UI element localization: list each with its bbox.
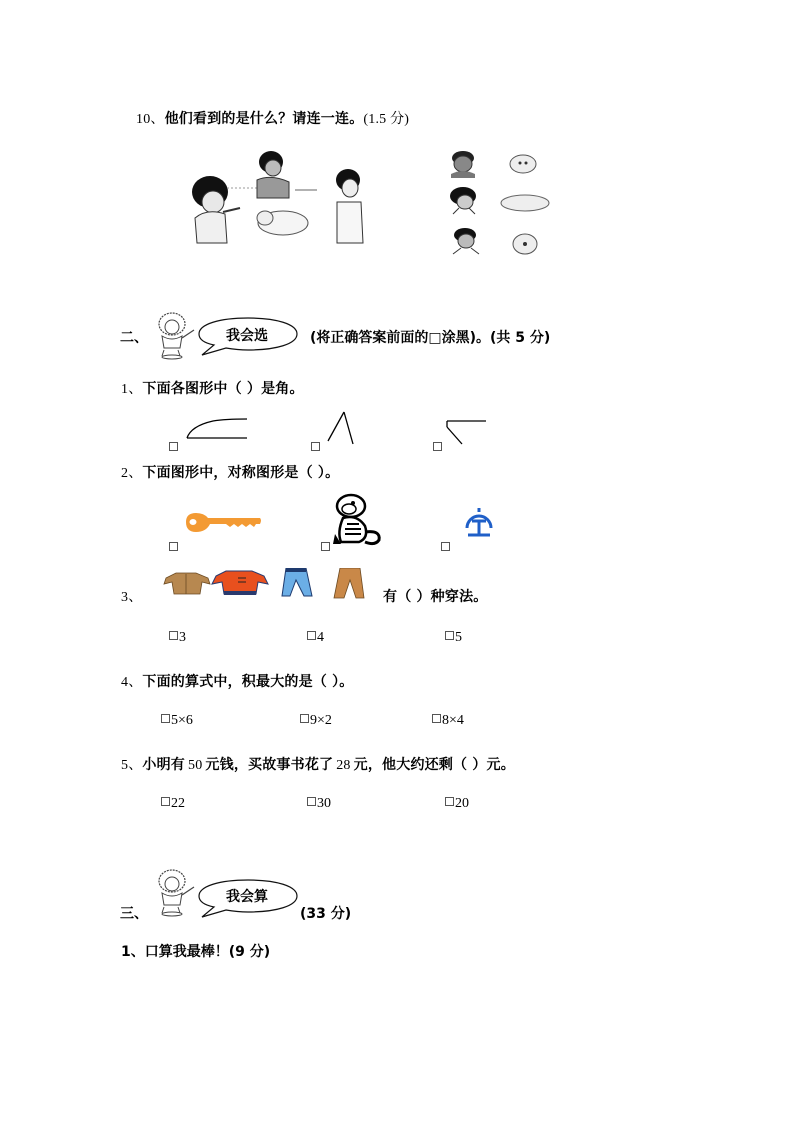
open-angle-lines-icon — [325, 410, 361, 446]
option-label: 3 — [179, 630, 186, 645]
s2-q2-number: 2、 — [121, 466, 143, 481]
checkbox[interactable] — [307, 631, 316, 640]
girl-figure-icon — [192, 176, 240, 243]
s2-q2-option-a-checkbox[interactable] — [169, 537, 179, 556]
q10-matching-grid — [445, 148, 555, 258]
speech-bubble-calculate — [196, 877, 300, 919]
s2-q3-number — [121, 586, 142, 606]
s2-q1-number: 1、 — [121, 382, 143, 397]
option-label: 5×6 — [171, 713, 193, 728]
s2-q1-option-b-checkbox[interactable] — [311, 437, 321, 456]
s2-q3-option-b[interactable] — [307, 630, 324, 646]
option-label: 8×4 — [442, 713, 464, 728]
checkbox[interactable] — [300, 714, 309, 723]
s2-q3-option-c[interactable] — [445, 630, 462, 646]
s2-q4-option-a[interactable] — [161, 713, 193, 729]
s2-q4-text: 下面的算式中，积最大的是（ ）。 — [142, 674, 354, 690]
s2-q2-option-c-checkbox[interactable] — [441, 537, 451, 556]
speech-bubble-choose — [196, 315, 300, 357]
s2-q5-title — [121, 754, 515, 774]
guinea-pig-side-icon — [501, 195, 549, 211]
section3-score: (33 分) — [300, 906, 352, 922]
q5-text-part: 小明有 — [142, 757, 186, 773]
angle-with-line-icon — [444, 417, 489, 447]
s2-q5-option-c[interactable] — [445, 796, 469, 812]
section2-number: 二、 — [120, 330, 148, 346]
s2-q4-number: 4、 — [121, 675, 143, 690]
bubble-label-calculate: 我会算 — [226, 889, 268, 905]
s2-q3-option-a[interactable] — [169, 630, 186, 646]
guinea-pig-icon — [257, 211, 308, 235]
s2-q1-title — [121, 378, 304, 398]
checkbox[interactable] — [307, 797, 316, 806]
monkey-icon — [329, 492, 385, 548]
option-label: 5 — [455, 630, 462, 645]
option-label: 22 — [171, 796, 185, 811]
s2-q3-text: 有（ ）种穿法。 — [383, 589, 488, 605]
option-label: 9×2 — [310, 713, 332, 728]
brown-jacket-icon — [164, 573, 210, 594]
s3-q1-text: 口算我最棒！(9 分) — [144, 944, 271, 960]
checkbox[interactable] — [161, 714, 170, 723]
symmetric-symbol-icon — [463, 506, 495, 540]
head-view-3-icon — [453, 228, 479, 254]
blue-pants-icon — [282, 568, 312, 596]
section3-number: 三、 — [120, 906, 148, 922]
checkbox[interactable] — [445, 631, 454, 640]
checkbox[interactable] — [161, 797, 170, 806]
s2-q1-text: 下面各图形中（ ）是角。 — [142, 381, 304, 397]
boy-top-figure-icon — [257, 151, 289, 198]
q5-amount-28: 28 — [336, 758, 351, 773]
q10-score: (1.5 分) — [363, 112, 410, 127]
s2-q5-number: 5、 — [121, 758, 143, 773]
s2-q2-title — [121, 462, 339, 482]
q10-scene-illustration — [185, 148, 385, 248]
s2-q4-option-b[interactable] — [300, 713, 332, 729]
checkbox[interactable] — [169, 631, 178, 640]
head-view-1-icon — [451, 151, 475, 178]
option-label: 20 — [455, 796, 469, 811]
s3-q1-number: 1、 — [121, 944, 145, 960]
q5-text-part: 元钱，买故事书花了 — [205, 757, 334, 773]
s2-q1-option-a-checkbox[interactable] — [169, 437, 179, 456]
s2-q5-option-a[interactable] — [161, 796, 185, 812]
s2-q5-option-b[interactable] — [307, 796, 331, 812]
s2-q1-option-c-checkbox[interactable] — [433, 437, 443, 456]
s3-q1-title — [121, 941, 270, 961]
checkbox[interactable] — [445, 797, 454, 806]
clothes-illustration — [162, 568, 374, 600]
s2-q3-number-text: 3、 — [121, 590, 143, 605]
head-view-2-icon — [450, 187, 476, 214]
s2-q4-title — [121, 671, 353, 691]
s2-q4-option-c[interactable] — [432, 713, 464, 729]
boy-right-figure-icon — [336, 169, 363, 243]
q5-text-part: 元，他大约还剩（ ）元。 — [353, 757, 515, 773]
q10-title — [136, 108, 409, 128]
curved-shape-icon — [185, 416, 250, 440]
checkbox[interactable] — [432, 714, 441, 723]
tan-pants-icon — [334, 568, 364, 598]
guinea-pig-back-icon — [513, 234, 537, 254]
s2-q2-text: 下面图形中，对称图形是（ ）。 — [142, 465, 340, 481]
bubble-label-choose: 我会选 — [226, 328, 268, 344]
key-icon — [182, 510, 264, 540]
red-jacket-icon — [212, 571, 268, 595]
option-label: 4 — [317, 630, 324, 645]
option-label: 30 — [317, 796, 331, 811]
guinea-pig-front-icon — [510, 155, 536, 173]
section2-instruction: (将正确答案前面的□涂黑)。(共 5 分) — [310, 330, 551, 346]
q5-amount-50: 50 — [188, 758, 203, 773]
q10-text: 他们看到的是什么？请连一连。 — [164, 111, 364, 127]
q10-number: 10、 — [136, 112, 165, 127]
